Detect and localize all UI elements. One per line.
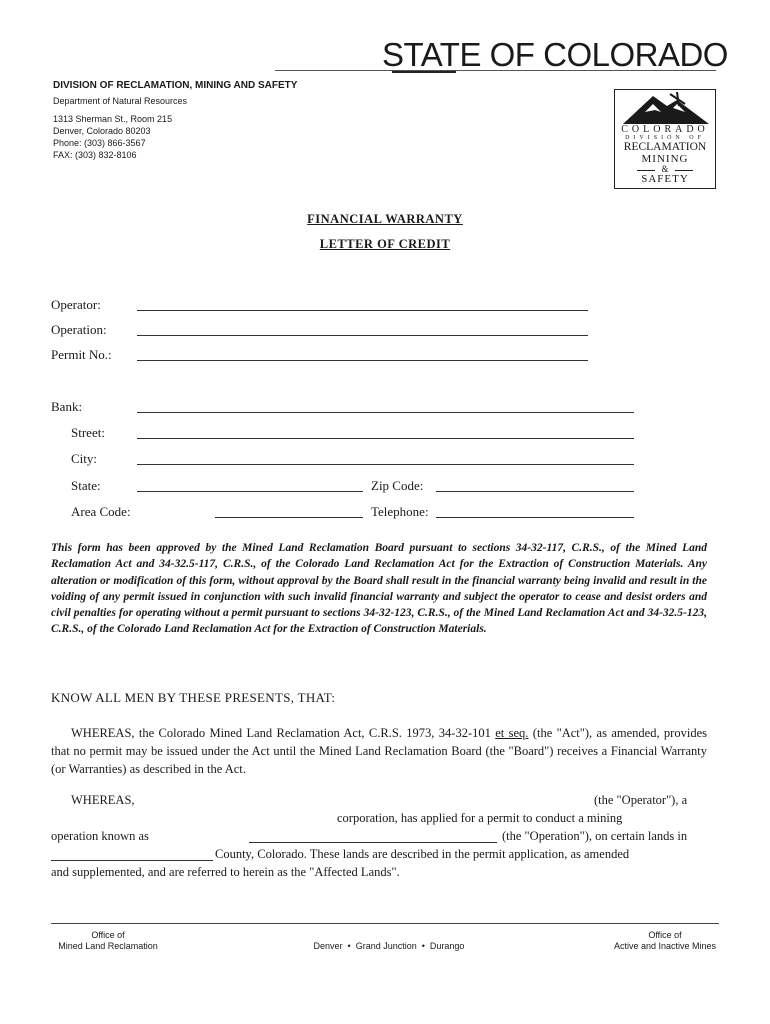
- footer-left-line2: Mined Land Reclamation: [58, 941, 158, 951]
- area-code-field[interactable]: [215, 517, 363, 518]
- logo-mining: MINING: [641, 153, 689, 165]
- zip-field[interactable]: [436, 491, 634, 492]
- title-rule: [275, 70, 716, 71]
- telephone-field[interactable]: [436, 517, 634, 518]
- approval-notice: This form has been approved by the Mined Land Reclamation Board pursuant to sections 34-32-117, C.R.S., of the Mined Land Reclamation Act and 34-32.5-117, C.R.S., of the Colorado Land Reclamation Act for the Extraction of Construction Materials. Any alteration or modification of this form, without approval by the Board shall result in the financial warranty being invalid and result in the voiding of any permit issued in conjunction with such invalid financial warranty and subject the operator to cease and desist orders and civil penalties for operating without a permit pursuant to sections 34-32-123, C.R.S., of the Mined Land Reclamation Act and 34-32.5-123, C.R.S., of the Colorado Land Reclamation Act for the Extraction of Construction Materials.: [51, 542, 707, 636]
- county-field[interactable]: [51, 860, 213, 861]
- state-label: State:: [71, 478, 101, 493]
- footer-left: [53, 930, 163, 952]
- street-label: Street:: [71, 425, 105, 440]
- phone-line: Phone: (303) 866-3567: [53, 138, 146, 148]
- bank-label: Bank:: [51, 399, 83, 414]
- operator-field[interactable]: [137, 310, 588, 311]
- logo-division: DIVISION OF: [625, 135, 705, 141]
- title-rule-accent: [392, 71, 456, 73]
- footer-right-line2: Active and Inactive Mines: [613, 941, 717, 951]
- fax-line: FAX: (303) 832-8106: [53, 150, 137, 160]
- department-name: Department of Natural Resources: [53, 96, 188, 106]
- et-seq: et seq.: [495, 726, 529, 740]
- mountain-icon: [615, 90, 715, 126]
- logo-safety: SAFETY: [641, 173, 689, 185]
- drms-logo: [614, 89, 716, 189]
- whereas-act-paragraph: [51, 724, 707, 778]
- address-line: 1313 Sherman St., Room 215: [53, 114, 173, 124]
- footer-right-line1: Office of: [648, 930, 682, 940]
- the-operator-text: (the "Operator"), a: [594, 793, 688, 807]
- logo-reclamation: RECLAMATION: [623, 141, 707, 153]
- bank-field[interactable]: [137, 412, 634, 413]
- operation-known-text: operation known as: [51, 829, 149, 843]
- area-code-label: Area Code:: [71, 504, 131, 519]
- state-field[interactable]: [137, 491, 363, 492]
- division-name: DIVISION OF RECLAMATION, MINING AND SAFETY: [53, 80, 298, 91]
- county-text: County, Colorado. These lands are described in the permit application, as amended: [215, 847, 630, 861]
- city-field[interactable]: [137, 464, 634, 465]
- logo-colorado: COLORADO: [621, 124, 709, 135]
- city-label: City:: [71, 451, 98, 466]
- footer-locations: Denver • Grand Junction • Durango: [313, 941, 465, 951]
- footer-right: [600, 930, 730, 952]
- street-field[interactable]: [137, 438, 634, 439]
- zip-label: Zip Code:: [371, 478, 424, 493]
- know-all-men-heading: KNOW ALL MEN BY THESE PRESENTS, THAT:: [51, 690, 336, 705]
- address-line: Denver, Colorado 80203: [53, 126, 151, 136]
- whereas-act-text-a: WHEREAS, the Colorado Mined Land Reclamation Act, C.R.S. 1973, 34-32-101: [71, 726, 496, 740]
- telephone-label: Telephone:: [371, 504, 429, 519]
- logo-ampersand: &: [661, 164, 669, 174]
- operation-field[interactable]: [137, 335, 588, 336]
- whereas-act-text-b: (the "Act"), as amended, provides that no permit may be issued under the Act until the Mined Land Reclamation Board (the "Board") receives a Financial Warranty (or Warranties) as described in the Act.: [51, 726, 707, 776]
- footer-rule: [51, 923, 719, 924]
- permit-field[interactable]: [137, 360, 588, 361]
- the-operation-text: (the "Operation"), on certain lands in: [502, 829, 688, 843]
- operation-name-field[interactable]: [249, 842, 497, 843]
- form-subtitle: LETTER OF CREDIT: [319, 237, 451, 251]
- permit-label: Permit No.:: [51, 347, 112, 362]
- operation-label: Operation:: [51, 322, 107, 337]
- footer-left-line1: Office of: [91, 930, 125, 940]
- whereas-label: WHEREAS,: [71, 793, 135, 807]
- form-title: FINANCIAL WARRANTY: [307, 212, 463, 226]
- state-title: STATE OF COLORADO: [382, 36, 728, 73]
- supplemented-text: and supplemented, and are referred to herein as the "Affected Lands".: [51, 865, 400, 879]
- corporation-text: corporation, has applied for a permit to conduct a mining: [337, 811, 623, 825]
- operator-label: Operator:: [51, 297, 101, 312]
